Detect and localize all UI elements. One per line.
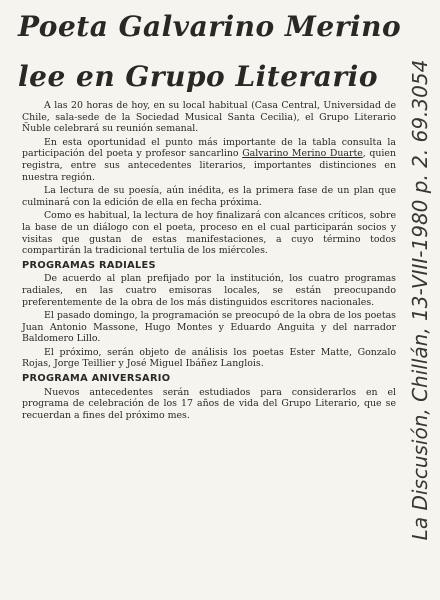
headline-line-2: lee en Grupo Literario xyxy=(18,60,378,93)
paragraph-2-end: , quien registra, entre sus antecedentes literarios, importantes distinciones en nuestra región. xyxy=(22,148,396,183)
paragraph-7: El próximo, serán objeto de análisis los poetas Ester Matte, Gonzalo Rojas, Jorge Teillier y José Miguel Ibáñez Langlois. xyxy=(22,346,396,370)
paragraph-6: El pasado domingo, la programación se preocupó de la obra de los poetas Juan Antonio Massone, Hugo Montes y Eduardo Anguita y del narrador Baldomero Lillo. xyxy=(22,310,396,345)
paragraph-1: A las 20 horas de hoy, en su local habitual (Casa Central, Universidad de Chile, sala-sede de la Sociedad Musical Santa Cecilia), el Grupo Literario Ñuble celebrará su reunión semanal. xyxy=(22,100,396,135)
paragraph-2-start: En esta oportunidad el punto más importante de la tabla consulta la participación del poeta y profesor sancarlino xyxy=(22,136,396,160)
paragraph-8: Nuevos antecedentes serán estudiados para considerarlos en el programa de celebración de los 17 años de vida del Grupo Literario, que se recuerdan a fines del próximo mes. xyxy=(22,386,396,421)
paragraph-5: De acuerdo al plan prefijado por la institución, los cuatro programas radiales, en las cuatro emisoras locales, se están preocupando preferentemente de la obra de los más distinguidos escritores nacionales. xyxy=(22,273,396,308)
handwritten-source-note xyxy=(400,0,440,600)
article-body xyxy=(22,100,396,423)
paragraph-2 xyxy=(22,137,396,183)
subheading-radio-programs: PROGRAMAS RADIALES xyxy=(22,259,156,271)
headline-line-1: Poeta Galvarino Merino xyxy=(18,10,402,43)
paragraph-4: Como es habitual, la lectura de hoy finalizará con alcances críticos, sobre la base de un diálogo con el poeta, proceso en el cual participarán socios y visitas que gustan de estas manifestaciones, a cuyo término todos compartirán la tradicional tertulia de los miércoles. xyxy=(22,210,396,257)
poet-name-underlined: Galvarino Merino Duarte xyxy=(242,148,363,160)
subheading-anniversary: PROGRAMA ANIVERSARIO xyxy=(22,373,171,385)
source-note-text: La Discusión, Chillán, 13-VIII-1980 p. 2. 69.3054 xyxy=(408,59,432,541)
paragraph-3: La lectura de su poesía, aún inédita, es la primera fase de un plan que culminará con la edición de ella en fecha próxima. xyxy=(22,185,396,208)
headline xyxy=(18,2,402,102)
